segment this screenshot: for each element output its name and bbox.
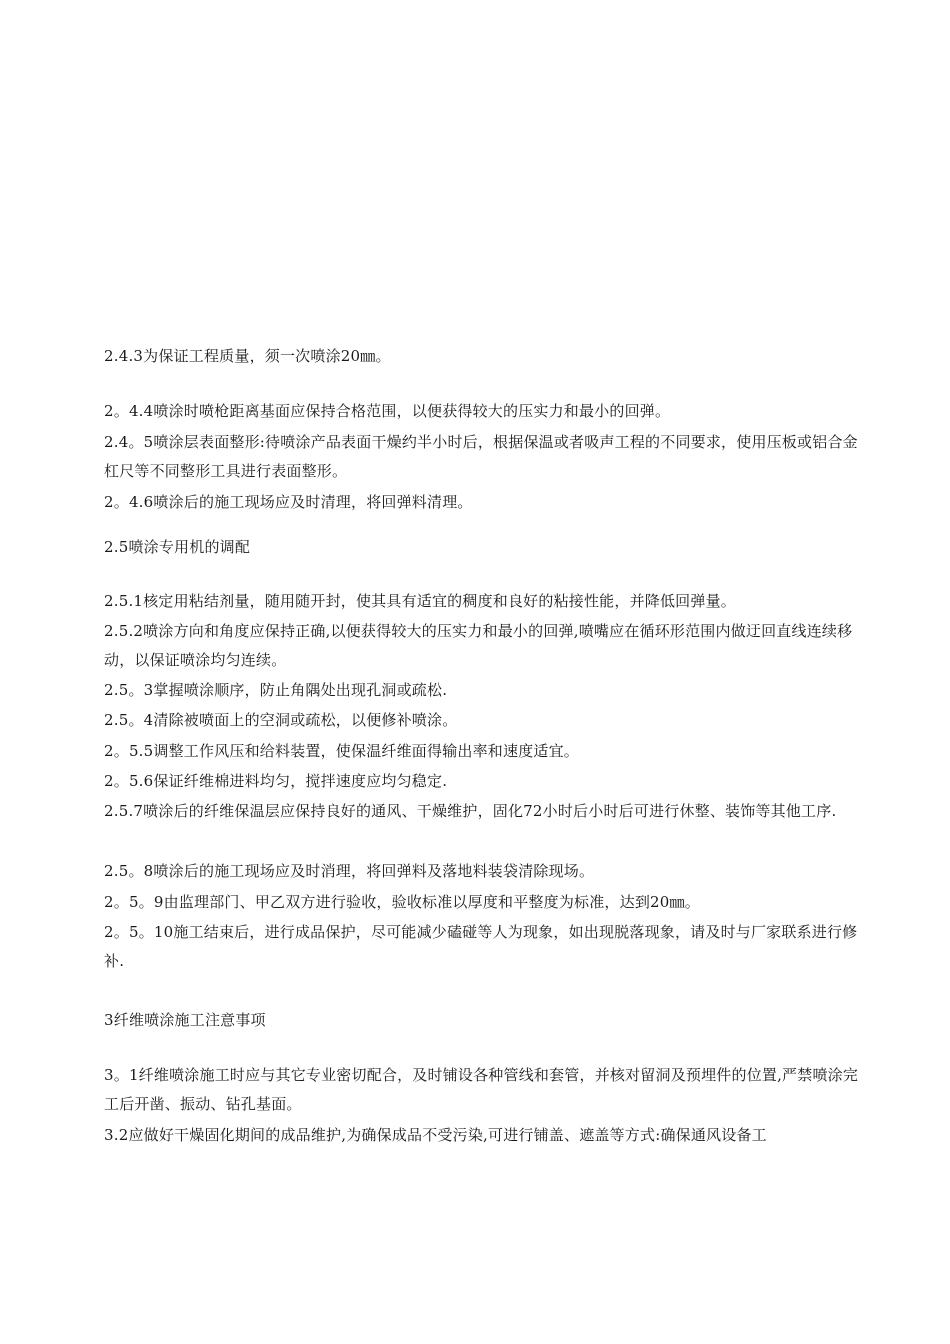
paragraph-2-4-5: 2.4。5喷涂层表面整形:待喷涂产品表面干燥约半小时后，根据保温或者吸声工程的不同要求，使用压板或铝合金杠尺等不同整形工具进行表面整形。 (104, 433, 858, 480)
paragraph-2-5-7: 2.5.7喷涂后的纤维保温层应保持良好的通风、干燥维护，固化72小时后小时后可进行休整、装饰等其他工序. (104, 802, 837, 820)
paragraph-2-5-2: 2.5.2喷涂方向和角度应保持正确,以便获得较大的压实力和最小的回弹,喷嘴应在循环形范围内做迂回直线连续移动，以保证喷涂均匀连续。 (104, 622, 853, 669)
paragraph-2-5-4: 2.5。4清除被喷面上的空洞或疏松，以便修补喷涂。 (104, 711, 458, 729)
paragraph-2-5-8: 2.5。8喷涂后的施工现场应及时消理，将回弹料及落地料装袋清除现场。 (104, 862, 595, 880)
paragraph-2-5-5: 2。5.5调整工作风压和给料装置，使保温纤维面得输出率和速度适宜。 (104, 742, 580, 760)
section-heading-2-5: 2.5喷涂专用机的调配 (104, 538, 251, 556)
paragraph-3-1: 3。1纤维喷涂施工时应与其它专业密切配合，及时铺设各种管线和套管，并核对留洞及预埋件的位置,严禁喷涂完工后开凿、振动、钻孔基面。 (104, 1066, 859, 1113)
paragraph-2-5-10: 2。5。10施工结束后，进行成品保护，尽可能减少磕碰等人为现象，如出现脱落现象，请及时与厂家联系进行修补. (104, 923, 858, 970)
paragraph-2-4-6: 2。4.6喷涂后的施工现场应及时清理，将回弹料清理。 (104, 493, 473, 511)
paragraph-2-4-3: 2.4.3为保证工程质量，须一次喷涂20㎜。 (104, 347, 391, 365)
paragraph-2-5-3: 2.5。3掌握喷涂顺序，防止角隅处出现孔洞或疏松. (104, 681, 448, 699)
paragraph-3-2: 3.2应做好干燥固化期间的成品维护,为确保成品不受污染,可进行铺盖、遮盖等方式:确保通风设备工 (104, 1126, 767, 1144)
paragraph-2-5-1: 2.5.1核定用粘结剂量，随用随开封，使其具有适宜的稠度和良好的粘接性能，并降低回弹量。 (104, 592, 736, 610)
paragraph-2-5-9: 2。5。9由监理部门、甲乙双方进行验收，验收标准以厚度和平整度为标准，达到20㎜。 (104, 893, 700, 911)
paragraph-2-4-4: 2。4.4喷涂时喷枪距离基面应保持合格范围，以便获得较大的压实力和最小的回弹。 (104, 402, 671, 420)
paragraph-2-5-6: 2。5.6保证纤维棉进料均匀，搅拌速度应均匀稳定. (104, 772, 448, 790)
section-heading-3: 3纤维喷涂施工注意事项 (104, 1011, 266, 1029)
